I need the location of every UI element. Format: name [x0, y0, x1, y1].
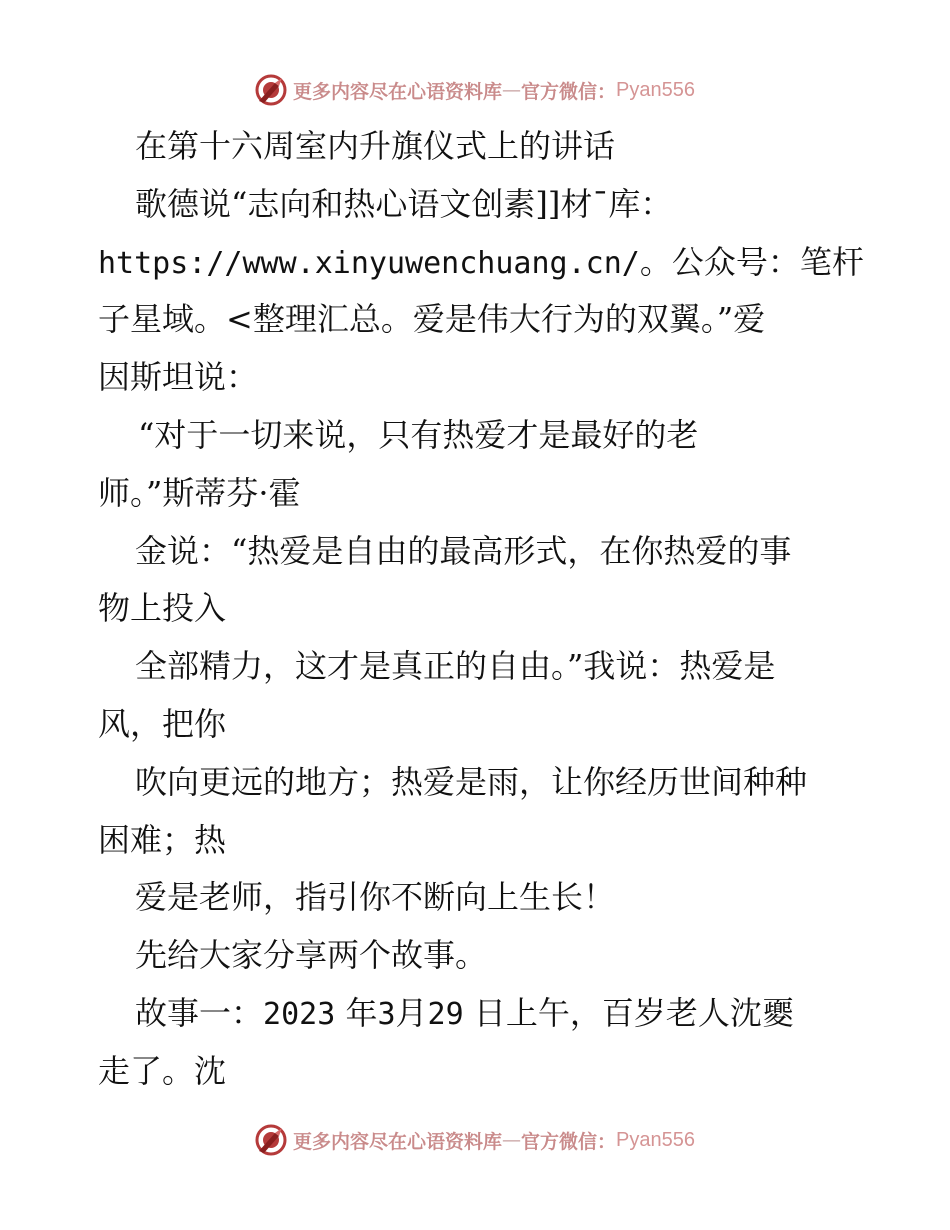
paragraph-text: 故事一： [135, 993, 264, 1032]
paragraph-line: 先给大家分享两个故事。 [135, 936, 488, 975]
document-title: 在第十六周室内升旗仪式上的讲话 [135, 127, 616, 165]
paragraph-line: 风，把你 [98, 704, 227, 743]
paragraph-line: 子星域。<整理汇总。爱是伟大行为的双翼。”爱 [98, 300, 766, 339]
pen-logo-icon [255, 74, 287, 106]
banner-slogan: 更多内容尽在心语资料库 [293, 1130, 503, 1153]
paragraph-line: 物上投入 [98, 589, 227, 628]
banner-wechat-id: Pyan556 [616, 78, 695, 101]
date-day: 29 [427, 996, 464, 1032]
document-body [98, 118, 864, 1101]
paragraph-line: 爱是老师，指引你不断向上生长！ [135, 878, 616, 917]
banner-wechat-label: 官方微信： [521, 80, 617, 103]
paragraph-line [98, 234, 864, 292]
paragraph-line: 全部精力，这才是真正的自由。”我说：热爱是 [135, 647, 776, 686]
banner-separator: — [502, 1129, 522, 1151]
paragraph-line: 金说：“热爱是自由的最高形式，在你热爱的事 [135, 531, 792, 570]
banner-wechat-label: 官方微信： [521, 1130, 617, 1153]
paragraph-line: 走了。沈 [98, 1051, 227, 1090]
paragraph-text: 日上午，百岁老人沈夒 [473, 993, 794, 1032]
paragraph-line: “对于一切来说，只有热爱才是最好的老 [138, 415, 699, 454]
paragraph-line: 师。”斯蒂芬·霍 [98, 473, 301, 512]
paragraph-line [98, 985, 858, 1043]
banner-slogan: 更多内容尽在心语资料库 [293, 80, 503, 103]
paragraph-text: 月 [395, 993, 428, 1032]
footer-banner [0, 1120, 950, 1160]
paragraph-text: 年 [345, 993, 378, 1032]
banner-wechat-id: Pyan556 [616, 1128, 695, 1151]
banner-separator: — [502, 79, 522, 101]
pen-logo-icon [255, 1124, 287, 1156]
paragraph-line: 歌德说“志向和热心语文创素]]材¯库： [135, 184, 673, 223]
paragraph-line: 吹向更远的地方；热爱是雨，让你经历世间种种 [135, 762, 808, 801]
source-url: https://www.xinyuwenchuang.cn/ [98, 245, 640, 281]
header-banner [0, 70, 950, 110]
paragraph-line: 困难；热 [98, 820, 227, 859]
date-year: 2023 [263, 996, 336, 1032]
date-month: 3 [377, 996, 396, 1032]
paragraph-text: 。公众号：笔杆 [639, 242, 864, 281]
paragraph-line: 因斯坦说： [98, 358, 259, 397]
